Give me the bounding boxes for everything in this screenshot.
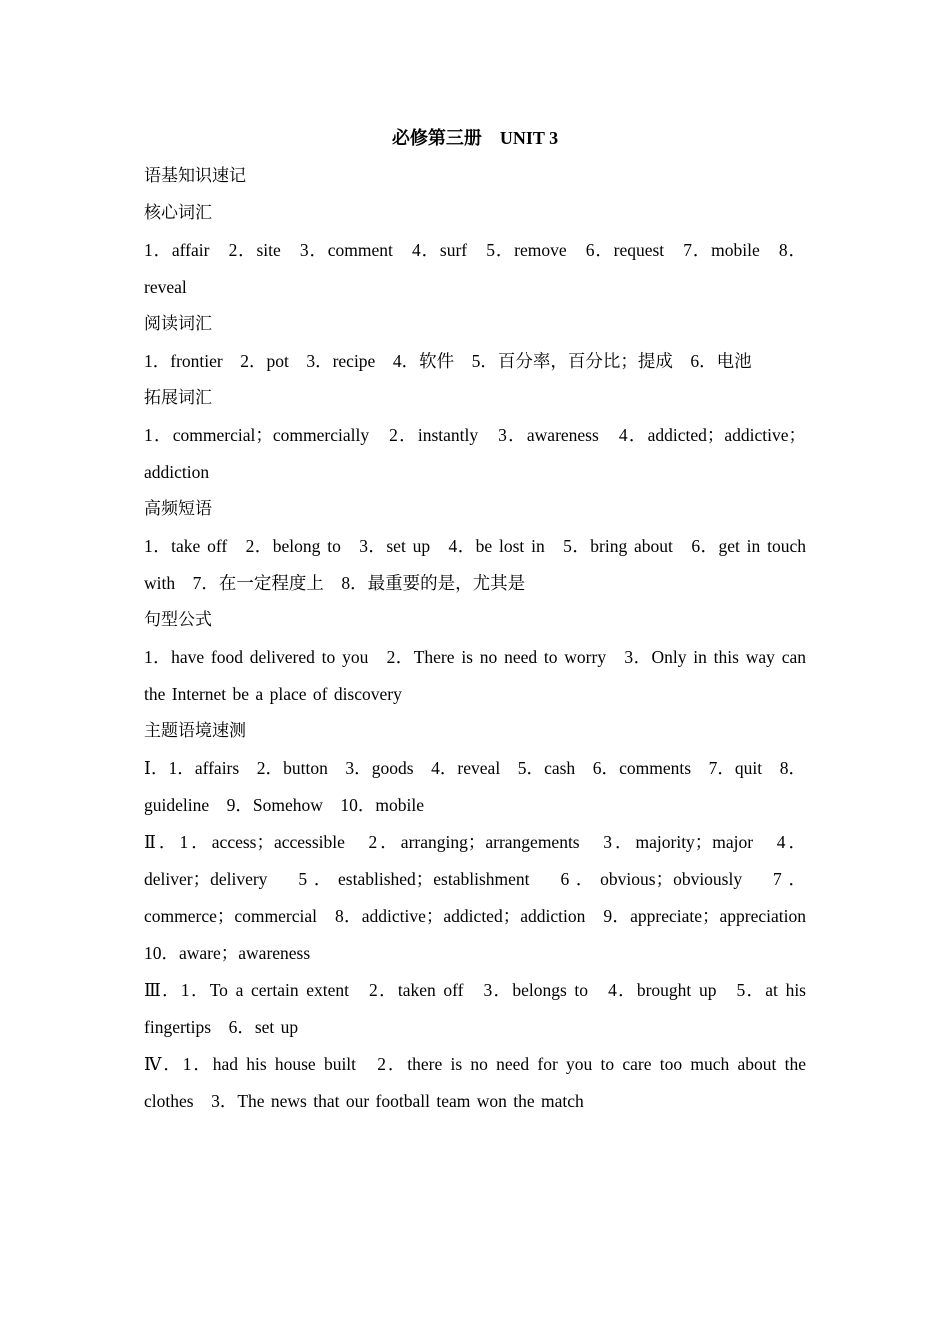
section-heading-context-test: 主题语境速测 [144,721,246,741]
context-test-part-1: Ⅰ．1．affairs 2．button 3．goods 4．reveal 5．cash 6．comments 7．quit 8．guideline 9．Somehow 10．mobile [144,758,806,815]
reading-vocabulary-answers: 1．frontier 2．pot 3．recipe 4．软件 5．百分率，百分比；提成 6．电池 [144,351,752,371]
sentence-patterns-answers: 1．have food delivered to you 2．There is no need to worry 3．Only in this way can the Internet be a place of discovery [144,647,806,704]
core-vocabulary-answers: 1．affair 2．site 3．comment 4．surf 5．remove 6．request 7．mobile 8．reveal [144,240,806,297]
section-heading-language-basics: 语基知识速记 [144,166,246,186]
document-page [144,122,824,1120]
section-heading-sentence-patterns: 句型公式 [144,610,212,630]
context-test-part-2: Ⅱ．1．access；accessible 2．arranging；arrangements 3．majority；major 4．deliver；delivery 5．established；establishment 6．obvious；obviously 7．commerce；commercial 8．addictive；addicted；addiction 9．appreciate；appreciation 10．aware；awareness [144,832,824,963]
document-title: 必修第三册 UNIT 3 [391,128,559,148]
section-heading-reading-vocabulary: 阅读词汇 [144,314,212,334]
context-test-part-4: Ⅳ．1．had his house built 2．there is no need for you to care too much about the clothes 3．The news that our football team won the match [144,1054,806,1111]
phrases-answers: 1．take off 2．belong to 3．set up 4．be lost in 5．bring about 6．get in touch with 7．在一定程度上 8．最重要的是，尤其是 [144,536,806,593]
section-heading-core-vocabulary: 核心词汇 [144,203,212,223]
extended-vocabulary-answers: 1．commercial；commercially 2．instantly 3．awareness 4．addicted；addictive；addiction [144,425,806,482]
section-heading-phrases: 高频短语 [144,499,212,519]
context-test-part-3: Ⅲ．1．To a certain extent 2．taken off 3．belongs to 4．brought up 5．at his fingertips 6．set up [144,980,806,1037]
section-heading-extended-vocabulary: 拓展词汇 [144,388,212,408]
